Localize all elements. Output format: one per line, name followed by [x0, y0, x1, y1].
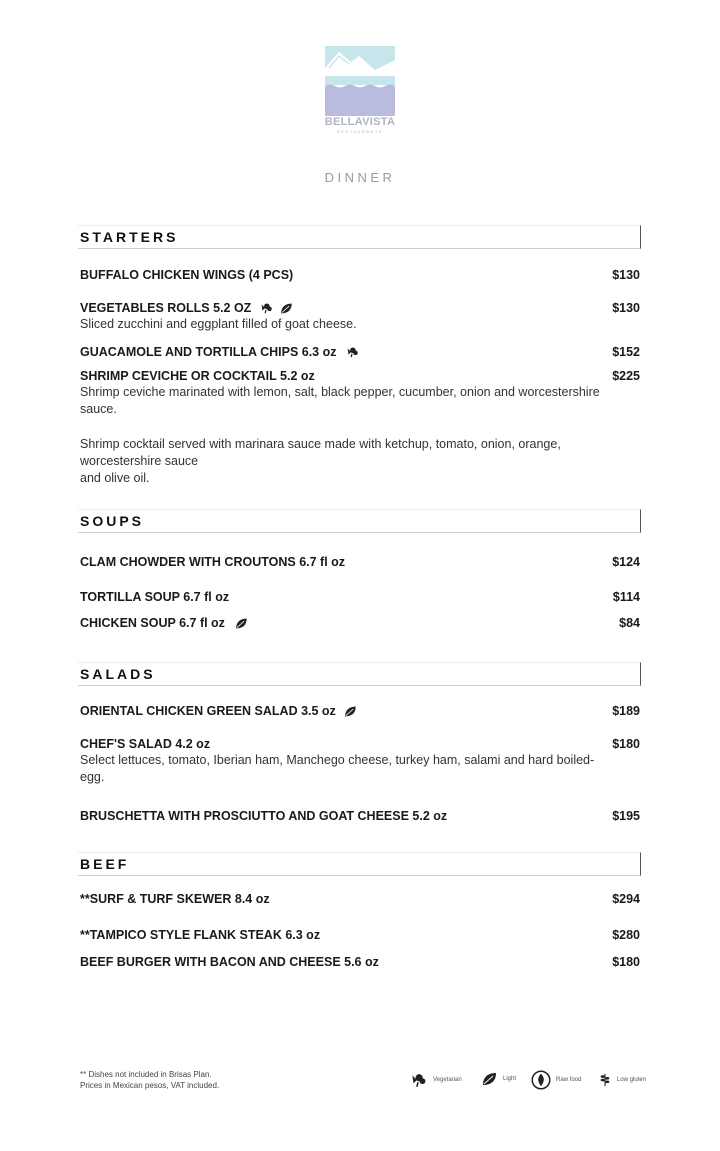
item-name: BEEF BURGER WITH BACON AND CHEESE 5.6 oz [80, 955, 379, 969]
item-name: GUACAMOLE AND TORTILLA CHIPS 6.3 oz [80, 345, 337, 359]
vegetarian-icon [344, 345, 360, 359]
footnote-line: Prices in Mexican pesos, VAT included. [80, 1081, 220, 1090]
raw-food-icon [531, 1070, 551, 1090]
item-price: $225 [612, 369, 640, 383]
footnote [80, 1069, 219, 1091]
legend-vegetarian [408, 1071, 462, 1089]
menu-item [80, 345, 640, 359]
menu-item [80, 928, 640, 942]
light-icon [480, 1071, 498, 1087]
item-price: $180 [612, 955, 640, 969]
item-price: $189 [612, 704, 640, 718]
item-name-row [80, 345, 640, 359]
section-header-starters [78, 225, 641, 249]
menu-item [80, 737, 640, 786]
item-name-row [80, 301, 640, 315]
menu-item [80, 809, 640, 823]
legend-light [480, 1071, 516, 1087]
item-name: BRUSCHETTA WITH PROSCIUTTO AND GOAT CHEESE 5.2 oz [80, 809, 448, 823]
item-price: $280 [612, 928, 640, 942]
legend-label: Low gluten [617, 1077, 647, 1083]
menu-item [80, 301, 640, 333]
item-description: Shrimp cocktail served with marinara sauce made with ketchup, tomato, onion, orange, worcestershire sauce [80, 437, 561, 468]
menu-item [80, 955, 640, 969]
item-name: **TAMPICO STYLE FLANK STEAK 6.3 oz [80, 928, 321, 942]
section-title: SALADS [80, 666, 156, 682]
brand-name: BELLAVISTA [324, 116, 396, 128]
item-name: ORIENTAL CHICKEN GREEN SALAD 3.5 oz [80, 704, 336, 718]
item-price: $114 [612, 590, 640, 604]
menu-item [80, 369, 640, 487]
section-header-salads [78, 662, 641, 686]
legend-label: Raw food [556, 1077, 582, 1083]
item-price: $124 [612, 555, 640, 569]
item-price: $152 [612, 345, 640, 359]
light-icon [343, 705, 357, 718]
menu-item [80, 892, 640, 906]
section-title: SOUPS [80, 513, 145, 529]
menu-item [80, 268, 640, 282]
legend-low-gluten [598, 1071, 646, 1089]
vegetarian-icon [258, 301, 274, 315]
menu-item [80, 590, 640, 604]
item-description: Shrimp ceviche marinated with lemon, salt, black pepper, cucumber, onion and worcestershire sauce. [80, 385, 600, 416]
footnote-line: ** Dishes not included in Brisas Plan. [80, 1070, 212, 1079]
legend-label: Vegetarian [433, 1077, 462, 1083]
item-price: $195 [612, 809, 640, 823]
item-name: SHRIMP CEVICHE OR COCKTAIL 5.2 oz [80, 369, 315, 383]
item-name-row [80, 616, 640, 630]
item-name: **SURF & TURF SKEWER 8.4 oz [80, 892, 270, 906]
item-description: and olive oil. [80, 471, 150, 485]
section-header-soups [78, 509, 641, 533]
light-icon [279, 302, 293, 315]
item-name: VEGETABLES ROLLS 5.2 OZ [80, 301, 252, 315]
light-icon [234, 617, 248, 630]
item-name: CHICKEN SOUP 6.7 fl oz [80, 616, 225, 630]
low-gluten-icon [598, 1071, 612, 1089]
section-header-beef [78, 852, 641, 876]
legend-label: Light [503, 1076, 517, 1082]
item-price: $84 [619, 616, 640, 630]
item-price: $294 [612, 892, 640, 906]
menu-title: DINNER [324, 170, 396, 185]
legend-raw-food [531, 1070, 581, 1090]
item-price: $180 [612, 737, 640, 751]
item-name: BUFFALO CHICKEN WINGS (4 PCS) [80, 268, 294, 282]
item-description: Select lettuces, tomato, Iberian ham, Manchego cheese, turkey ham, salami and hard boiled-egg. [80, 753, 595, 784]
item-name-row [80, 704, 640, 718]
item-price: $130 [612, 268, 640, 282]
section-title: BEEF [80, 856, 130, 872]
item-name: TORTILLA SOUP 6.7 fl oz [80, 590, 230, 604]
item-name: CLAM CHOWDER WITH CROUTONS 6.7 fl oz [80, 555, 346, 569]
item-name: CHEF'S SALAD 4.2 oz [80, 737, 211, 751]
brand-subtitle: RESTAURANTE [337, 129, 383, 134]
menu-item [80, 616, 640, 630]
section-title: STARTERS [80, 229, 179, 245]
menu-item [80, 555, 640, 569]
item-price: $130 [612, 301, 640, 315]
menu-item [80, 704, 640, 718]
vegetarian-icon [408, 1071, 428, 1089]
bellavista-logo [325, 46, 395, 116]
item-description: Sliced zucchini and eggplant filled of goat cheese. [80, 317, 357, 331]
